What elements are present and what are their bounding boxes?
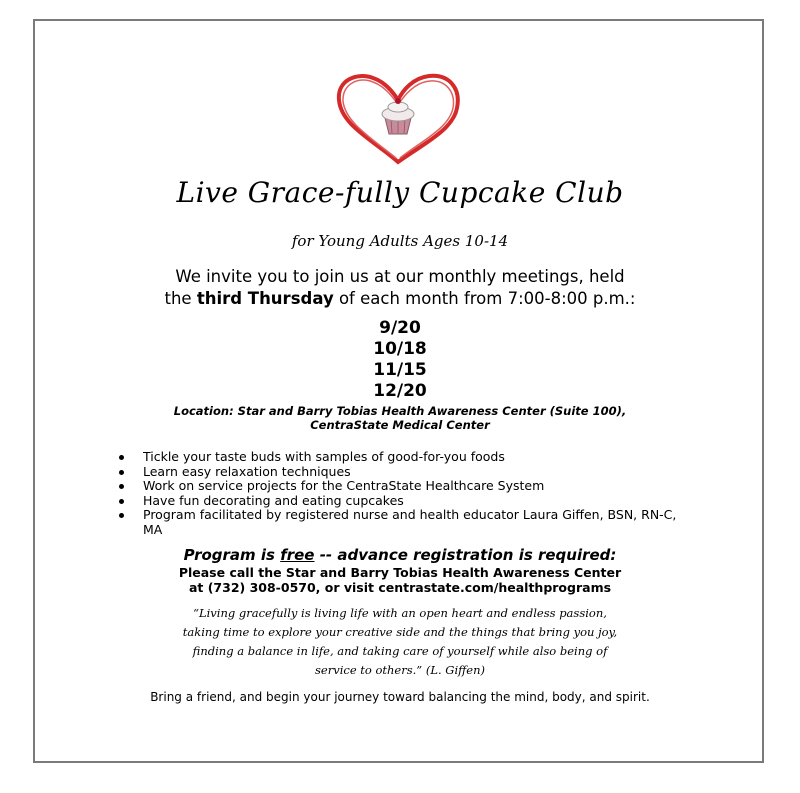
list-item: [117, 508, 677, 537]
location-line-2: CentraState Medical Center: [310, 418, 490, 432]
list-item: [117, 450, 677, 465]
bullet-icon: [119, 484, 124, 489]
meeting-date: 9/20: [379, 318, 421, 338]
invite-line-1: We invite you to join us at our monthly meetings, held: [175, 267, 625, 286]
invite-line-2-pre: the: [164, 289, 197, 308]
bullet-icon: [119, 455, 124, 460]
free-emphasis: free: [280, 546, 315, 564]
closing-text: Bring a friend, and begin your journey toward balancing the mind, body, and spirit.: [150, 690, 650, 704]
list-item-text: Learn easy relaxation techniques: [143, 463, 351, 479]
call-line-1: Please call the Star and Barry Tobias Health Awareness Center: [178, 565, 622, 580]
flyer-subtitle: for Young Adults Ages 10-14: [291, 232, 509, 250]
program-notice: [0, 546, 800, 564]
invite-line-2-post: of each month from 7:00-8:00 p.m.:: [333, 289, 636, 308]
quote-line-2: taking time to explore your creative side and the things that bring you joy,: [182, 625, 618, 639]
call-line-2: at (732) 308-0570, or visit centrastate.com/healthprograms: [188, 580, 612, 595]
bullet-icon: [119, 470, 124, 475]
bullet-icon: [119, 513, 124, 518]
flyer-title: Live Grace-fully Cupcake Club: [176, 176, 624, 209]
meeting-dates: [0, 318, 800, 402]
program-pre: Program is: [183, 546, 281, 564]
location-line-1: Location: Star and Barry Tobias Health Awareness Center (Suite 100),: [173, 404, 627, 418]
location-text: [0, 404, 800, 432]
registration-info: [0, 565, 800, 595]
list-item-text: Work on service projects for the CentraState Healthcare System: [143, 478, 545, 493]
quote-line-3: finding a balance in life, and taking care of yourself while also being of: [192, 644, 608, 658]
meeting-date: 12/20: [373, 381, 427, 401]
invite-text: [0, 266, 800, 310]
list-item-text: Tickle your taste buds with samples of good-for-you foods: [143, 449, 505, 464]
quote-line-1: “Living gracefully is living life with an open heart and endless passion,: [193, 606, 607, 620]
meeting-date: 10/18: [373, 339, 427, 359]
list-item: [117, 465, 677, 480]
meeting-date: 11/15: [373, 360, 427, 380]
bullet-icon: [119, 499, 124, 504]
list-item-text: Program facilitated by registered nurse and health educator Laura Giffen, BSN, RN-C, MA: [143, 507, 677, 537]
invite-line-2: [0, 288, 800, 310]
list-item-text: Have fun decorating and eating cupcakes: [143, 492, 404, 508]
quote-text: [95, 604, 705, 680]
meeting-day: third Thursday: [196, 289, 334, 308]
quote-line-4: service to others.” (L. Giffen): [315, 663, 485, 677]
list-item: [117, 494, 677, 509]
program-post: -- advance registration is required:: [314, 546, 617, 564]
list-item: [117, 479, 677, 494]
heart-with-cupcake-icon: [333, 70, 463, 166]
benefits-list: [117, 450, 677, 537]
